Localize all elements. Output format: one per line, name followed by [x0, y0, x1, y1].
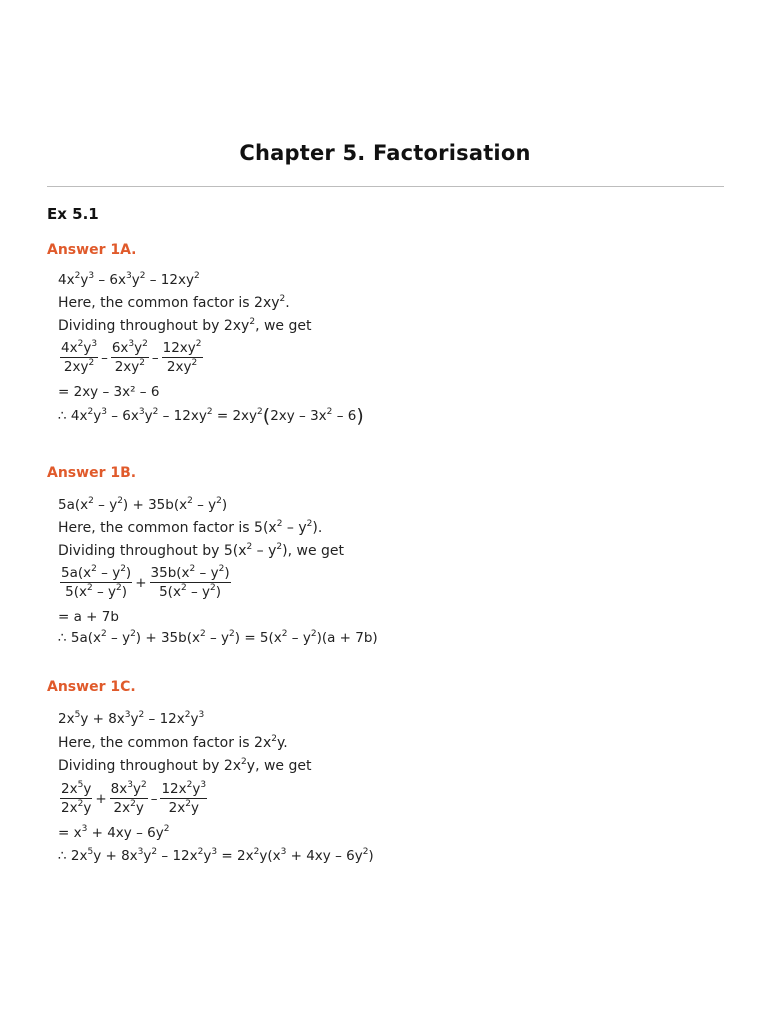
term: )(a + 7b)	[316, 630, 378, 646]
exponent: 3	[124, 710, 131, 720]
denominator	[60, 358, 98, 375]
term: Here, the common factor is 2x	[58, 735, 272, 751]
dividing-line	[58, 318, 311, 334]
dividing-line	[58, 543, 344, 559]
term: – y	[93, 497, 118, 513]
operator: +	[95, 790, 107, 807]
term: y	[135, 800, 144, 816]
exponent: 2	[77, 799, 84, 809]
exponent: 2	[187, 496, 193, 506]
exponent: 5	[77, 780, 84, 790]
numerator	[160, 781, 207, 799]
term: 12xy	[162, 340, 196, 356]
term: y	[130, 711, 139, 727]
term: 2x	[58, 711, 75, 727]
term: – 12x	[157, 848, 198, 864]
exponent: 5	[87, 847, 94, 857]
exponent: 3	[198, 710, 205, 720]
exponent: 2	[210, 583, 216, 593]
fraction	[111, 340, 149, 375]
term: Dividing throughout by 2x	[58, 758, 242, 774]
operator: –	[151, 349, 159, 366]
close-paren: )	[356, 405, 364, 427]
term: 5(x	[159, 584, 181, 600]
exponent: 2	[86, 583, 93, 593]
term: y	[93, 408, 102, 424]
term: y	[203, 848, 212, 864]
term: – y	[287, 630, 311, 646]
numerator	[162, 340, 203, 358]
fraction	[60, 781, 92, 816]
term: = 2x	[217, 848, 254, 864]
exponent: 2	[120, 564, 126, 574]
term: – y	[192, 497, 217, 513]
term: + 4xy – 6y	[286, 848, 363, 864]
exponent: 3	[88, 271, 95, 281]
term: y.	[276, 735, 288, 751]
exponent: 3	[81, 824, 88, 834]
exponent: 2	[206, 407, 213, 417]
answer-heading-1a: Answer 1A.	[47, 242, 137, 258]
dividing-line	[58, 758, 311, 774]
operator: –	[150, 790, 158, 807]
exponent: 2	[180, 583, 187, 593]
term: 5(x	[65, 584, 87, 600]
term: )	[368, 848, 374, 864]
term: Dividing throughout by 2xy	[58, 318, 250, 334]
fraction	[110, 781, 148, 816]
term: y	[144, 408, 153, 424]
exponent: 2	[151, 847, 158, 857]
denominator	[111, 358, 149, 375]
exponent: 3	[211, 847, 218, 857]
chapter-title: Chapter 5. Factorisation	[239, 141, 531, 165]
numerator	[150, 565, 231, 583]
term: y + 8x	[80, 711, 125, 727]
result-line	[58, 825, 169, 841]
term: 12x	[161, 781, 187, 797]
term: – 12x	[144, 711, 185, 727]
term: , we get	[255, 318, 312, 334]
exponent: 2	[306, 519, 313, 529]
term: = x	[58, 825, 82, 841]
term: 5a(x	[61, 565, 92, 581]
exponent: 3	[137, 847, 144, 857]
term: 2x	[168, 800, 186, 816]
exponent: 2	[87, 407, 94, 417]
term: – y	[205, 630, 230, 646]
exponent: 2	[310, 629, 317, 639]
exponent: 2	[197, 847, 204, 857]
denominator	[60, 583, 132, 600]
denominator	[60, 799, 92, 816]
exponent: 3	[138, 407, 145, 417]
conclusion-line	[58, 848, 374, 864]
term: – y	[106, 630, 131, 646]
operator: –	[101, 349, 108, 366]
term: ) = 5(x	[234, 630, 282, 646]
denominator	[160, 799, 207, 816]
term: ∴ 4x	[58, 408, 88, 424]
term: y + 8x	[93, 848, 138, 864]
term: 4x	[58, 272, 75, 288]
term: )	[125, 565, 132, 581]
exponent: 2	[140, 780, 147, 790]
term: )	[221, 497, 228, 513]
term: Here, the common factor is 5(x	[58, 520, 277, 536]
exponent: 2	[91, 564, 97, 574]
term: – 12xy	[158, 408, 207, 424]
term: y(x	[259, 848, 281, 864]
exponent: 3	[91, 339, 98, 349]
common-factor-line	[58, 520, 322, 536]
term: )	[215, 584, 222, 600]
term: y	[143, 848, 152, 864]
expression-line	[58, 272, 200, 288]
term: y	[134, 340, 143, 356]
exponent: 2	[138, 710, 145, 720]
expression-line	[58, 497, 227, 513]
term: y	[131, 272, 140, 288]
exponent: 2	[116, 583, 122, 593]
term: ), we get	[282, 543, 345, 559]
exponent: 2	[199, 629, 206, 639]
term: y	[80, 272, 89, 288]
exponent: 3	[125, 271, 132, 281]
term: y	[132, 781, 141, 797]
term: y	[83, 800, 92, 816]
fraction	[60, 340, 98, 375]
term: – y	[96, 565, 121, 581]
title-divider	[47, 186, 724, 187]
term: 2x	[61, 781, 78, 797]
term: y, we get	[246, 758, 312, 774]
exponent: 2	[152, 407, 159, 417]
term: .	[285, 295, 290, 311]
exponent: 3	[127, 780, 133, 790]
term: – y	[186, 584, 211, 600]
exponent: 2	[186, 780, 193, 790]
term: Dividing throughout by 5(x	[58, 543, 247, 559]
exponent: 2	[257, 407, 263, 417]
exponent: 2	[184, 710, 191, 720]
term: – 12xy	[145, 272, 194, 288]
exponent: 2	[189, 564, 196, 574]
numerator	[110, 781, 148, 799]
term: y	[83, 781, 92, 797]
exponent: 2	[191, 358, 198, 368]
exponent: 2	[88, 496, 94, 506]
term: 8x	[110, 781, 128, 797]
exponent: 2	[216, 496, 222, 506]
common-factor-line	[58, 735, 288, 751]
denominator	[150, 583, 231, 600]
exponent: 2	[163, 824, 170, 834]
term: y	[190, 800, 199, 816]
open-paren: (	[262, 405, 271, 427]
term: – y	[252, 543, 277, 559]
numerator	[111, 340, 149, 358]
answer-heading-1c: Answer 1C.	[47, 679, 136, 695]
term: – y	[92, 584, 117, 600]
denominator	[110, 799, 148, 816]
fraction	[60, 565, 132, 600]
exponent: 3	[200, 780, 207, 790]
exponent: 3	[280, 847, 287, 857]
term: y	[192, 781, 201, 797]
term: 2x	[61, 800, 78, 816]
exponent: 2	[142, 339, 148, 349]
exponent: 2	[271, 734, 277, 744]
term: 2x	[113, 800, 131, 816]
term: ∴ 5a(x	[58, 630, 101, 646]
exponent: 2	[246, 542, 253, 552]
fraction-row	[60, 340, 203, 375]
exponent: 2	[276, 519, 283, 529]
term: 4x	[61, 340, 78, 356]
exponent: 2	[229, 629, 235, 639]
term: 35b(x	[150, 565, 190, 581]
exponent: 2	[218, 564, 225, 574]
exponent: 2	[88, 358, 95, 368]
term: y	[83, 340, 92, 356]
term: 2xy	[63, 359, 89, 375]
exponent: 5	[74, 710, 81, 720]
exponent: 2	[101, 629, 107, 639]
term: y	[190, 711, 199, 727]
term: ) + 35b(x	[122, 497, 188, 513]
conclusion-line	[58, 405, 364, 427]
term: – 6	[332, 408, 357, 424]
exponent: 2	[195, 339, 202, 349]
exponent: 2	[276, 542, 283, 552]
term: 2xy	[114, 359, 140, 375]
term: Here, the common factor is 2xy	[58, 295, 280, 311]
numerator	[60, 781, 92, 799]
exponent: 2	[362, 847, 369, 857]
term: 2xy – 3x	[270, 408, 327, 424]
exponent: 3	[101, 407, 107, 417]
expression-line	[58, 711, 204, 727]
term: = 2xy	[212, 408, 258, 424]
term: ∴ 2x	[58, 848, 88, 864]
exponent: 2	[139, 271, 146, 281]
term: )	[121, 584, 128, 600]
exponent: 2	[74, 271, 81, 281]
operator: +	[135, 574, 147, 591]
fraction-row	[60, 565, 231, 600]
term: – y	[282, 520, 307, 536]
answer-heading-1b: Answer 1B.	[47, 465, 137, 481]
exponent: 3	[128, 339, 135, 349]
term: 2xy	[166, 359, 192, 375]
exponent: 2	[193, 271, 200, 281]
exponent: 2	[117, 496, 123, 506]
exponent: 2	[281, 629, 288, 639]
result-line: = a + 7b	[58, 609, 119, 625]
fraction-row	[60, 781, 207, 816]
exponent: 2	[253, 847, 260, 857]
fraction	[150, 565, 231, 600]
term: – 6x	[106, 408, 139, 424]
term: – 6x	[94, 272, 126, 288]
exponent: 2	[139, 358, 145, 368]
exponent: 2	[130, 629, 136, 639]
term: ).	[312, 520, 323, 536]
term: 6x	[111, 340, 129, 356]
exponent: 2	[241, 757, 247, 767]
conclusion-line	[58, 630, 378, 646]
exponent: 2	[249, 317, 256, 327]
term: ) + 35b(x	[135, 630, 200, 646]
fraction	[160, 781, 207, 816]
term: – y	[195, 565, 219, 581]
numerator	[60, 340, 98, 358]
common-factor-line	[58, 295, 290, 311]
fraction	[162, 340, 203, 375]
exercise-heading: Ex 5.1	[47, 205, 99, 223]
exponent: 2	[130, 799, 136, 809]
exponent: 2	[185, 799, 191, 809]
term: 5a(x	[58, 497, 89, 513]
result-line: = 2xy – 3x² – 6	[58, 384, 160, 400]
exponent: 2	[326, 407, 333, 417]
numerator	[60, 565, 132, 583]
denominator	[162, 358, 203, 375]
exponent: 2	[77, 339, 84, 349]
term: + 4xy – 6y	[87, 825, 164, 841]
term: )	[224, 565, 230, 581]
exponent: 2	[279, 294, 286, 304]
